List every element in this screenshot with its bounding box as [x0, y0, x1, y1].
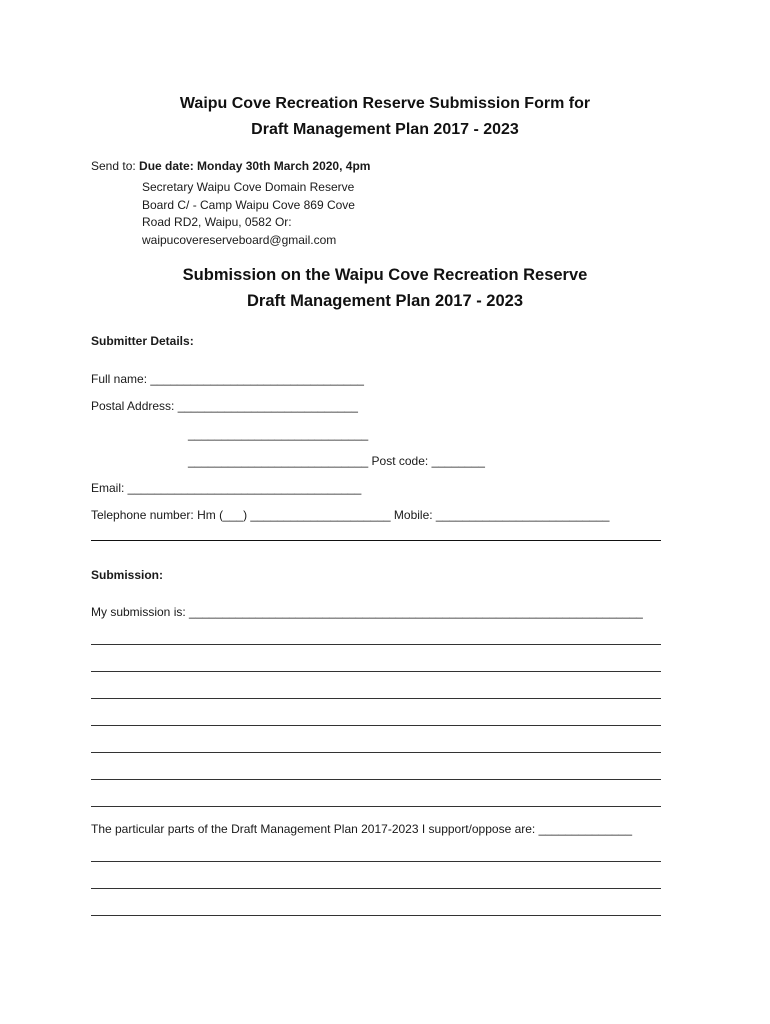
due-date: Due date: Monday 30th March 2020, 4pm: [139, 159, 371, 173]
full-name-field[interactable]: Full name: ________________________________: [91, 372, 364, 386]
address-line-2: Board C/ - Camp Waipu Cove 869 Cove: [142, 198, 355, 212]
postal-address-line-2[interactable]: ___________________________: [188, 427, 369, 441]
form-title-line-1: Waipu Cove Recreation Reserve Submission Form for: [179, 95, 591, 112]
support-oppose-line[interactable]: [91, 915, 661, 916]
submission-title-line-1: Submission on the Waipu Cove Recreation Reserve: [182, 266, 588, 284]
my-submission-field[interactable]: My submission is: ____________________________________________________________________: [91, 605, 643, 619]
submission-line[interactable]: [91, 806, 661, 807]
section-divider: [91, 540, 661, 541]
submission-line[interactable]: [91, 698, 661, 699]
submission-line[interactable]: [91, 779, 661, 780]
submitter-details-heading: Submitter Details:: [91, 334, 194, 348]
support-oppose-field[interactable]: The particular parts of the Draft Management Plan 2017-2023 I support/oppose are: ______________: [91, 822, 633, 836]
form-title-line-2: Draft Management Plan 2017 - 2023: [251, 121, 519, 138]
submission-line[interactable]: [91, 725, 661, 726]
send-to-line: [91, 158, 370, 174]
address-line-1: Secretary Waipu Cove Domain Reserve: [142, 180, 355, 194]
submission-title-line-2: Draft Management Plan 2017 - 2023: [246, 292, 524, 310]
send-to-label: Send to:: [91, 159, 140, 173]
support-oppose-line[interactable]: [91, 861, 661, 862]
support-oppose-line[interactable]: [91, 888, 661, 889]
contact-email: waipucovereserveboard@gmail.com: [142, 233, 337, 247]
submission-line[interactable]: [91, 671, 661, 672]
postal-address-field[interactable]: Postal Address: ___________________________: [91, 399, 358, 413]
postal-address-line-3[interactable]: ___________________________ Post code: ________: [188, 454, 485, 468]
email-field[interactable]: Email: ___________________________________: [91, 481, 362, 495]
telephone-field[interactable]: Telephone number: Hm (___) _____________________ Mobile: __________________________: [91, 508, 610, 522]
submission-line[interactable]: [91, 752, 661, 753]
submission-heading: Submission:: [91, 568, 164, 582]
submission-line[interactable]: [91, 644, 661, 645]
address-line-3: Road RD2, Waipu, 0582 Or:: [142, 215, 292, 229]
